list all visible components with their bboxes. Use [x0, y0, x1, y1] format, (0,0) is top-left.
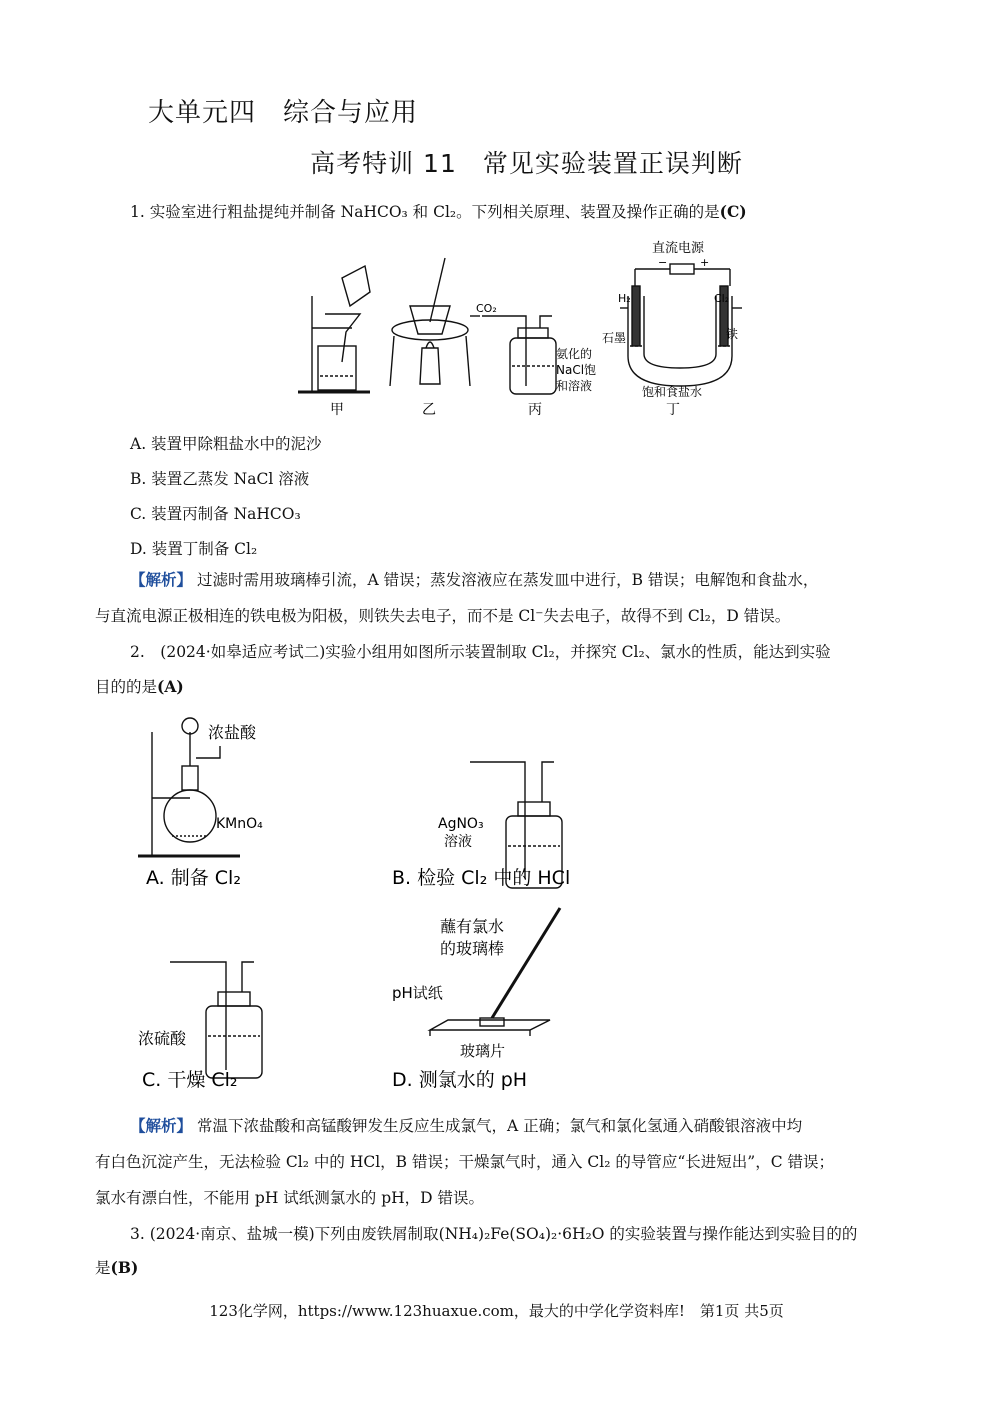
- unit-title: 大单元四 综合与应用: [148, 98, 419, 128]
- fig-label-solution: 溶液: [444, 834, 472, 850]
- fig-label-agno3: AgNO₃: [438, 816, 484, 832]
- fig-caption-c: C. 干燥 Cl₂: [142, 1069, 238, 1091]
- fig-label-nacl3: 和溶液: [556, 379, 593, 393]
- q2-analysis-line3: 氯水有漂白性，不能用 pH 试纸测氯水的 pH，D 错误。: [95, 1189, 485, 1207]
- fig-label-nacl1: 氨化的: [556, 347, 593, 361]
- fig-label-co2: CO₂: [476, 302, 497, 315]
- q2-stem-line2: 目的的是(A): [95, 677, 184, 696]
- fig-label-ph-paper: pH试纸: [392, 984, 443, 1002]
- fig-label-nacl2: NaCl饱: [556, 363, 597, 377]
- q1-option-b: B. 装置乙蒸发 NaCl 溶液: [130, 470, 310, 488]
- fig-label-brine: 饱和食盐水: [642, 385, 703, 399]
- q1-analysis-line1: 【解析】 过滤时需用玻璃棒引流，A 错误；蒸发溶液应在蒸发皿中进行，B 错误；电解饱和食盐水，: [130, 570, 819, 589]
- fig-label-rod2: 的玻璃棒: [440, 939, 505, 958]
- q2-apparatus-figure: [130, 706, 630, 1096]
- analysis-label: 【解析】: [130, 570, 193, 589]
- fig-label-cl2: Cl₂: [714, 292, 730, 305]
- fig-caption-a: A. 制备 Cl₂: [146, 867, 241, 889]
- q1-option-d: D. 装置丁制备 Cl₂: [130, 540, 258, 558]
- q1-option-c: C. 装置丙制备 NaHCO₃: [130, 505, 301, 523]
- analysis-label: 【解析】: [130, 1116, 193, 1135]
- q2-stem-line1: 2. (2024·如皋适应考试二)实验小组用如图所示装置制取 Cl₂，并探究 Cl₂、氯水的性质，能达到实验: [130, 643, 831, 661]
- fig-label-rod1: 蘸有氯水: [440, 917, 505, 936]
- page-footer: 123化学网，https://www.123huaxue.com，最大的中学化学资料库! 第1页 共5页: [209, 1302, 784, 1320]
- fig-label-jia: 甲: [330, 402, 344, 418]
- fig-label-iron: 铁: [726, 327, 739, 341]
- fig-label-plus: +: [700, 256, 710, 269]
- q1-apparatus-figure: [290, 236, 770, 420]
- q1-answer: (C): [719, 202, 747, 221]
- q1-analysis-line2: 与直流电源正极相连的铁电极为阳极，则铁失去电子，而不是 Cl⁻失去电子，故得不到 Cl₂，D 错误。: [95, 607, 791, 625]
- fig-label-h2so4: 浓硫酸: [138, 1029, 187, 1048]
- q1-option-a: A. 装置甲除粗盐水中的泥沙: [130, 435, 322, 453]
- fig-caption-b: B. 检验 Cl₂ 中的 HCl: [392, 867, 571, 889]
- q2-analysis-line2: 有白色沉淀产生，无法检验 Cl₂ 中的 HCl，B 错误；干燥氯气时，通入 Cl₂ 的导管应“长进短出”，C 错误；: [95, 1153, 834, 1171]
- fig-label-kmno4: KMnO₄: [216, 816, 263, 832]
- fig-label-h2: H₂: [618, 292, 631, 305]
- q3-answer: (B): [110, 1258, 139, 1277]
- fig-label-ding: 丁: [666, 402, 680, 418]
- q2-analysis-line1: 【解析】 常温下浓盐酸和高锰酸钾发生反应生成氯气，A 正确；氯气和氯化氢通入硝酸银溶液中均: [130, 1116, 803, 1135]
- q3-stem-line2: 是(B): [95, 1258, 139, 1277]
- fig-label-graphite: 石墨: [602, 331, 627, 345]
- fig-caption-d: D. 测氯水的 pH: [392, 1069, 528, 1091]
- q3-stem-line1: 3. (2024·南京、盐城一模)下列由废铁屑制取(NH₄)₂Fe(SO₄)₂·6H₂O 的实验装置与操作能达到实验目的的: [130, 1225, 858, 1243]
- page-title: 高考特训 11 常见实验装置正误判断: [310, 149, 743, 178]
- fig-label-yi: 乙: [422, 402, 436, 418]
- fig-label-power: 直流电源: [652, 241, 705, 256]
- q2-answer: (A): [157, 677, 184, 696]
- q1-stem: 1. 实验室进行粗盐提纯并制备 NaHCO₃ 和 Cl₂。下列相关原理、装置及操作正确的是(C): [130, 202, 747, 221]
- fig-label-bing: 丙: [528, 402, 542, 418]
- fig-label-minus: −: [658, 256, 668, 269]
- fig-label-hcl: 浓盐酸: [208, 723, 257, 742]
- fig-label-glass: 玻璃片: [460, 1042, 506, 1060]
